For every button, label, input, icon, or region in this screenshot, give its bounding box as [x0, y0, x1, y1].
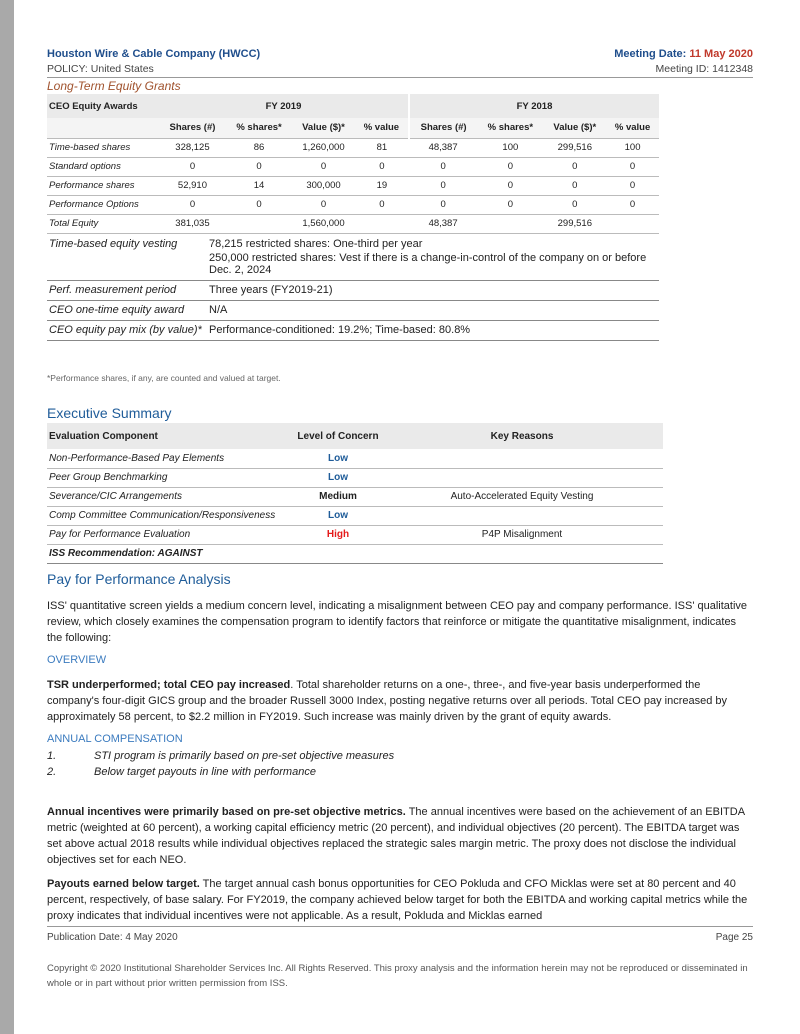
table-cell: 48,387 — [409, 138, 477, 157]
table-cell: 0 — [477, 176, 543, 195]
table-cell — [606, 214, 659, 233]
overview-heading: OVERVIEW — [47, 654, 107, 666]
key-reason — [381, 449, 663, 468]
publication-date: Publication Date: 4 May 2020 — [47, 932, 178, 943]
table-cell: 0 — [409, 157, 477, 176]
column-header: Level of Concern — [295, 423, 381, 449]
table-cell: 48,387 — [409, 214, 477, 233]
table-row — [47, 235, 659, 281]
concern-level: Low — [295, 468, 381, 487]
table-cell: 381,035 — [159, 214, 226, 233]
component-label: Severance/CIC Arrangements — [47, 487, 295, 506]
table-cell: 0 — [606, 195, 659, 214]
column-header: % value — [606, 118, 659, 138]
table-cell: 0 — [606, 176, 659, 195]
table-cell: 0 — [355, 195, 409, 214]
table-cell: 86 — [226, 138, 292, 157]
year-header: FY 2018 — [409, 94, 659, 118]
list-item — [47, 748, 394, 764]
table-cell: 0 — [543, 176, 606, 195]
tsr-body: . Total shareholder returns on a one-, three-, and five-year basis underperformed the company's four-digit GICS group and the broader Russell 3000 Index, posting negative returns over all periods. Total CEO pay increased by approximately 58 percent, to $2.2 million in FY2019. Such increase was mainly driven by the grant of equity awards. — [47, 679, 727, 723]
table-corner-label: CEO Equity Awards — [47, 94, 159, 118]
annual-lead: Annual incentives were primarily based on pre-set objective metrics. — [47, 806, 406, 818]
vesting-key: Time-based equity vesting — [47, 235, 207, 281]
equity-awards-table — [47, 94, 659, 234]
section-title: Long-Term Equity Grants — [47, 79, 181, 93]
table-row — [47, 301, 659, 321]
table-cell — [355, 214, 409, 233]
column-header: % value — [355, 118, 409, 138]
table-cell: 0 — [355, 157, 409, 176]
table-row — [47, 281, 659, 301]
table-cell: 100 — [477, 138, 543, 157]
row-label: Performance Options — [47, 195, 159, 214]
company-name: Houston Wire & Cable Company (HWCC) — [47, 48, 261, 60]
table-cell: 1,560,000 — [292, 214, 355, 233]
column-header: Shares (#) — [409, 118, 477, 138]
table-cell: 0 — [226, 157, 292, 176]
table-cell: 328,125 — [159, 138, 226, 157]
table-cell: 0 — [543, 195, 606, 214]
tsr-paragraph — [47, 677, 753, 725]
table-cell: 81 — [355, 138, 409, 157]
table-row — [47, 506, 663, 525]
table-row — [47, 449, 663, 468]
concern-level: Low — [295, 449, 381, 468]
column-header: Value ($)* — [543, 118, 606, 138]
table-cell — [477, 214, 543, 233]
header-divider — [47, 77, 753, 78]
vesting-value: Performance-conditioned: 19.2%; Time-based: 80.8% — [207, 321, 659, 341]
exec-summary-title: Executive Summary — [47, 405, 172, 421]
page-number: Page 25 — [715, 932, 753, 943]
year-header: FY 2019 — [159, 94, 409, 118]
copyright-notice: Copyright © 2020 Institutional Shareholder Services Inc. All Rights Reserved. This proxy analysis and the information herein may not be reproduced or disseminated in whole or in part without prior written permission from ISS. — [47, 963, 748, 989]
table-cell: 0 — [606, 157, 659, 176]
concern-level: Medium — [295, 487, 381, 506]
component-label: Pay for Performance Evaluation — [47, 525, 295, 544]
tsr-lead: TSR underperformed; total CEO pay increased — [47, 679, 291, 691]
vesting-key: CEO one-time equity award — [47, 301, 207, 321]
column-header: Key Reasons — [381, 423, 663, 449]
table-row — [47, 195, 659, 214]
annual-body: The annual incentives were based on the achievement of an EBITDA metric (weighted at 60 percent), a working capital efficiency metric (20 percent), and individual objectives (20 percent). The EBITDA target was set above actual 2018 results while individual objectives replaced the strategic sales margin metric. The proxy does not disclose the individual objectives set for each NEO. — [47, 806, 745, 866]
list-text: STI program is primarily based on pre-set objective measures — [94, 750, 395, 762]
column-header: Shares (#) — [159, 118, 226, 138]
exec-summary-table — [47, 423, 663, 564]
table-cell: 100 — [606, 138, 659, 157]
table-cell: 0 — [226, 195, 292, 214]
key-reason: Auto-Accelerated Equity Vesting — [381, 487, 663, 506]
column-header: Evaluation Component — [47, 423, 295, 449]
column-header: % shares* — [226, 118, 292, 138]
table-row — [47, 321, 659, 341]
key-reason — [381, 468, 663, 487]
table-row — [47, 525, 663, 544]
p4p-intro: ISS' quantitative screen yields a medium concern level, indicating a misalignment between CEO pay and company performance. ISS' qualitative review, which closely examines the compensation program to identify factors that reinforce or mitigate the quantitative misalignment, indicates the following: — [47, 600, 748, 644]
key-reason: P4P Misalignment — [381, 525, 663, 544]
table-cell: 0 — [477, 157, 543, 176]
vesting-key: CEO equity pay mix (by value)* — [47, 321, 207, 341]
vesting-value — [207, 235, 659, 281]
table-cell: 0 — [409, 195, 477, 214]
meeting-date-value: 11 May 2020 — [689, 48, 753, 60]
policy-label: POLICY: United States — [47, 63, 154, 75]
row-label: Standard options — [47, 157, 159, 176]
meeting-date — [614, 48, 753, 60]
recommendation-row — [47, 544, 663, 563]
table-row — [47, 176, 659, 195]
annual-incentives-paragraph — [47, 804, 753, 868]
key-reason — [381, 506, 663, 525]
table-cell: 19 — [355, 176, 409, 195]
vesting-value: N/A — [207, 301, 659, 321]
payout-lead: Payouts earned below target. — [47, 878, 200, 890]
list-item — [47, 764, 394, 780]
concern-level: High — [295, 525, 381, 544]
vesting-line: 250,000 restricted shares: Vest if there is a change-in-control of the company on or before Dec. 2, 2024 — [209, 252, 647, 276]
vesting-line: 78,215 restricted shares: One-third per year — [209, 238, 423, 250]
meeting-date-label: Meeting Date: — [614, 48, 690, 60]
component-label: Peer Group Benchmarking — [47, 468, 295, 487]
p4p-title: Pay for Performance Analysis — [47, 571, 231, 587]
table-cell: 0 — [292, 195, 355, 214]
list-number: 1. — [47, 750, 57, 762]
list-text: Below target payouts in line with performance — [94, 766, 316, 778]
row-label: Performance shares — [47, 176, 159, 195]
table-cell — [226, 214, 292, 233]
table-row — [47, 138, 659, 157]
annual-comp-heading: ANNUAL COMPENSATION — [47, 733, 183, 745]
table-cell: 299,516 — [543, 138, 606, 157]
meeting-id: Meeting ID: 1412348 — [655, 63, 753, 75]
page-header — [47, 48, 753, 78]
table-cell: 0 — [409, 176, 477, 195]
vesting-key: Perf. measurement period — [47, 281, 207, 301]
table-cell: 0 — [477, 195, 543, 214]
table-cell: 0 — [159, 195, 226, 214]
concern-level: Low — [295, 506, 381, 525]
vesting-table — [47, 235, 659, 341]
payouts-paragraph — [47, 876, 753, 924]
table-cell: 299,516 — [543, 214, 606, 233]
row-label: Total Equity — [47, 214, 159, 233]
annual-comp-list — [47, 748, 394, 780]
table-cell: 0 — [159, 157, 226, 176]
column-header: % shares* — [477, 118, 543, 138]
table-row — [47, 214, 659, 233]
table-cell: 300,000 — [292, 176, 355, 195]
footer-divider — [47, 926, 753, 927]
table-cell: 14 — [226, 176, 292, 195]
table-cell: 0 — [543, 157, 606, 176]
table-cell: 1,260,000 — [292, 138, 355, 157]
table-cell: 0 — [292, 157, 355, 176]
table-row — [47, 487, 663, 506]
table-row — [47, 157, 659, 176]
table-row — [47, 468, 663, 487]
component-label: Comp Committee Communication/Responsiveness — [47, 506, 295, 525]
iss-recommendation: ISS Recommendation: AGAINST — [47, 544, 663, 563]
component-label: Non-Performance-Based Pay Elements — [47, 449, 295, 468]
vesting-value: Three years (FY2019-21) — [207, 281, 659, 301]
list-number: 2. — [47, 766, 57, 778]
row-label: Time-based shares — [47, 138, 159, 157]
footnote: *Performance shares, if any, are counted and valued at target. — [47, 373, 281, 383]
table-cell: 52,910 — [159, 176, 226, 195]
payout-body: The target annual cash bonus opportunities for CEO Pokluda and CFO Micklas were set at 80 percent and 40 percent, respectively, of base salary. For FY2019, the company achieved below target for both the EBITDA and working capital metrics while the proxy indicates that individual incentives were not applicable. As a result, Pokluda and Micklas earned — [47, 878, 748, 922]
column-header — [47, 118, 159, 138]
left-margin-bar — [0, 0, 14, 1034]
column-header: Value ($)* — [292, 118, 355, 138]
